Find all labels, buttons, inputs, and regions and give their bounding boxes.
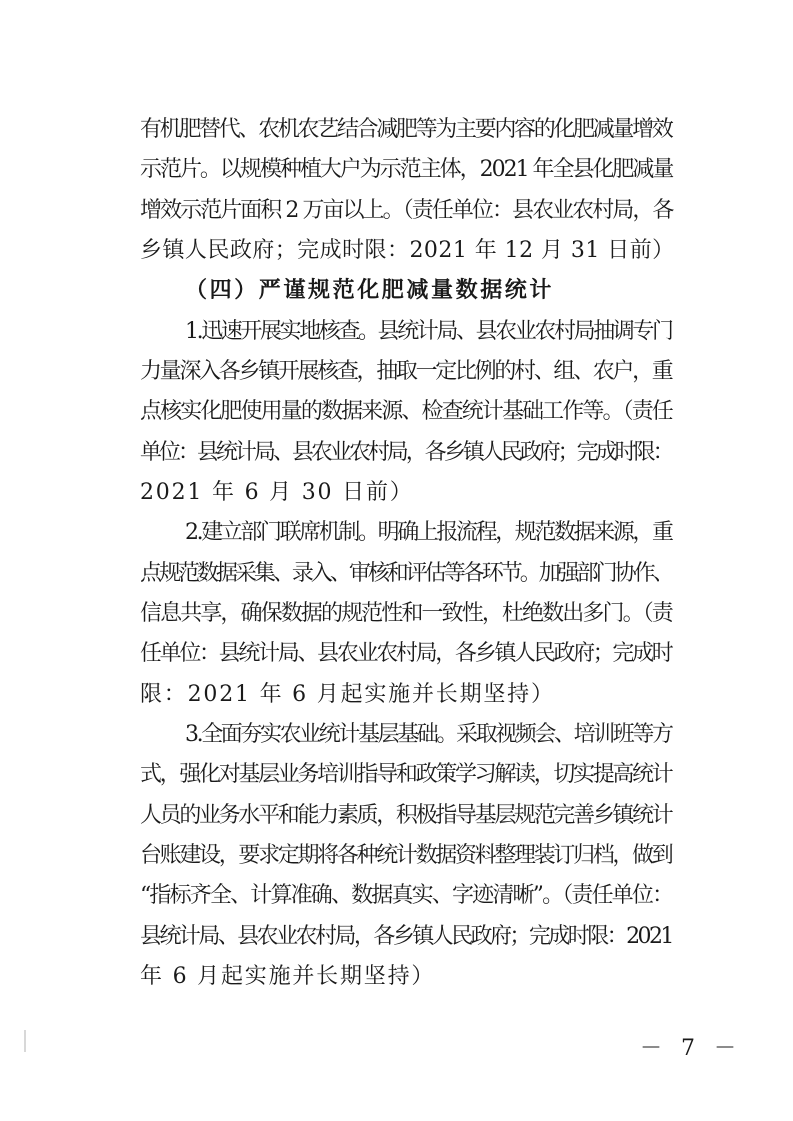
- item-3-first-line: 3.全面夯实农业统计基层基础。采取视频会、培训班等方: [185, 722, 672, 747]
- body-line: 有机肥替代、农机农艺结合减肥等为主要内容的化肥减量增效: [140, 117, 672, 142]
- body-line: 乡镇人民政府；完成时限：2021 年 12 月 31 日前）: [140, 238, 675, 263]
- body-line: 2021 年 6 月 30 日前）: [140, 480, 414, 505]
- body-line: “指标齐全、计算准确、数据真实、字迹清晰”。（责任单位：: [140, 883, 673, 908]
- body-line: 点核实化肥使用量的数据来源、检查统计基础工作等。（责任: [140, 399, 672, 424]
- body-line: 任单位：县统计局、县农业农村局，各乡镇人民政府；完成时: [140, 641, 672, 666]
- page-number: － 7 －: [640, 1036, 742, 1061]
- body-line: 县统计局、县农业农村局，各乡镇人民政府；完成时限：2021: [140, 924, 672, 949]
- body-line: 台账建设，要求定期将各种统计数据资料整理装订归档，做到: [140, 843, 672, 868]
- item-1-first-line: 1.迅速开展实地核查。县统计局、县农业农村局抽调专门: [185, 319, 672, 344]
- body-line: 年 6 月起实施并长期坚持）: [140, 964, 436, 989]
- body-line: 限：2021 年 6 月起实施并长期坚持）: [140, 682, 555, 707]
- section-heading: （四）严谨规范化肥减量数据统计: [185, 278, 555, 303]
- body-line: 示范片。以规模种植大户为示范主体，2021 年全县化肥减量: [140, 157, 673, 182]
- body-line: 人员的业务水平和能力素质，积极指导基层规范完善乡镇统计: [140, 803, 672, 828]
- body-line: 力量深入各乡镇开展核查，抽取一定比例的村、组、农户，重: [140, 359, 672, 384]
- body-line: 式，强化对基层业务培训指导和政策学习解读，切实提高统计: [140, 762, 672, 787]
- scan-margin-mark: [24, 1030, 26, 1052]
- body-line: 单位：县统计局、县农业农村局，各乡镇人民政府；完成时限：: [140, 440, 672, 465]
- body-line: 信息共享，确保数据的规范性和一致性，杜绝数出多门。（责: [140, 601, 672, 626]
- body-line: 点规范数据采集、录入、审核和评估等各环节。加强部门协作、: [140, 561, 672, 586]
- body-line: 增效示范片面积 2 万亩以上。（责任单位：县农业农村局，各: [140, 198, 673, 223]
- item-2-first-line: 2.建立部门联席机制。明确上报流程，规范数据来源，重: [185, 520, 672, 545]
